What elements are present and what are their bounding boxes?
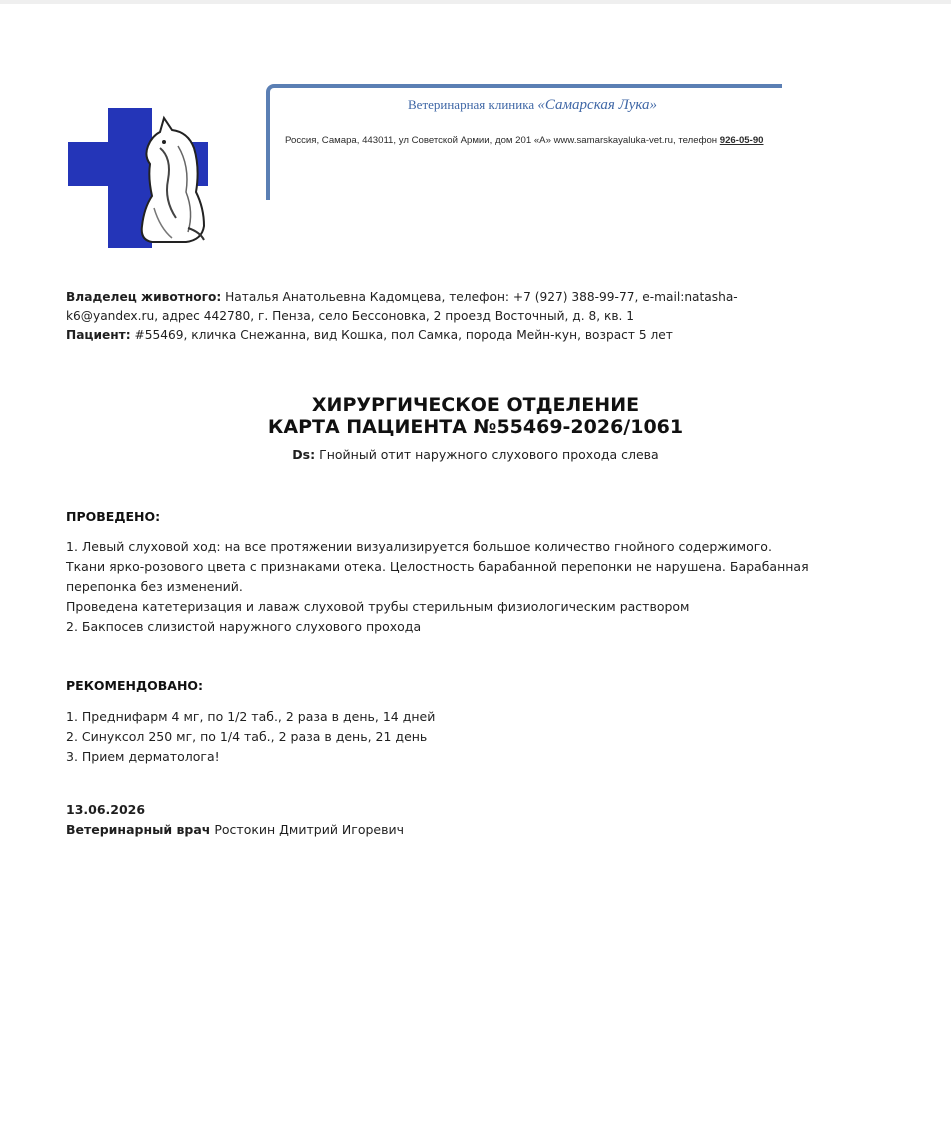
- cross-cat-logo-icon: [68, 108, 208, 248]
- clinic-address-text: Россия, Самара, 443011, ул Советской Армии, дом 201 «А» www.samarskayaluka-vet.ru, телефон: [285, 135, 720, 146]
- owner-label: Владелец животного:: [66, 290, 222, 304]
- owner-line2: k6@yandex.ru, адрес 442780, г. Пенза, село Бессоновка, 2 проезд Восточный, д. 8, кв. 1: [66, 309, 634, 323]
- done-line: перепонка без изменений.: [66, 579, 243, 594]
- done-line: Ткани ярко-розового цвета с признаками отека. Целостность барабанной перепонки не нарушена. Барабанная: [66, 559, 809, 574]
- done-line: 1. Левый слуховой ход: на все протяжении визуализируется большое количество гнойного содержимого.: [66, 539, 772, 554]
- department-title: ХИРУРГИЧЕСКОЕ ОТДЕЛЕНИЕ: [311, 394, 640, 416]
- clinic-address: [285, 135, 885, 146]
- done-line: Проведена катетеризация и лаваж слуховой трубы стерильным физиологическим раствором: [66, 599, 690, 614]
- patient-text: #55469, кличка Снежанна, вид Кошка, пол Самка, порода Мейн-кун, возраст 5 лет: [130, 328, 673, 342]
- document-date: 13.06.2026: [66, 802, 146, 817]
- ds-label: Ds:: [292, 447, 316, 462]
- doctor-label: Ветеринарный врач: [66, 822, 211, 837]
- owner-line1: Наталья Анатольевна Кадомцева, телефон: +7 (927) 388-99-77, e-mail:natasha-: [221, 290, 738, 304]
- ds-text: Гнойный отит наружного слухового прохода слева: [315, 447, 659, 462]
- top-bar: [0, 0, 951, 4]
- recommended-line: 1. Преднифарм 4 мг, по 1/2 таб., 2 раза в день, 14 дней: [66, 709, 436, 724]
- patient-label: Пациент:: [66, 328, 131, 342]
- done-block: [66, 537, 886, 637]
- card-title: КАРТА ПАЦИЕНТА №55469-2026/1061: [267, 416, 684, 438]
- recommended-block: [66, 707, 886, 767]
- recommended-heading: РЕКОМЕНДОВАНО:: [66, 678, 204, 693]
- done-line: 2. Бакпосев слизистой наружного слухового прохода: [66, 619, 422, 634]
- clinic-phone: 926-05-90: [719, 135, 764, 146]
- patient-info: [66, 326, 866, 345]
- diagnosis: [0, 446, 951, 464]
- clinic-name: [408, 97, 738, 114]
- clinic-name-prefix: Ветеринарная клиника: [408, 97, 535, 112]
- owner-info: [66, 288, 866, 326]
- recommended-line: 2. Синуксол 250 мг, по 1/4 таб., 2 раза в день, 21 день: [66, 729, 428, 744]
- done-heading: ПРОВЕДЕНО:: [66, 509, 161, 524]
- recommended-line: 3. Прием дерматолога!: [66, 749, 220, 764]
- clinic-brand: «Самарская Лука»: [537, 97, 658, 113]
- doctor-signature: [66, 822, 404, 837]
- doctor-name: Ростокин Дмитрий Игоревич: [210, 822, 404, 837]
